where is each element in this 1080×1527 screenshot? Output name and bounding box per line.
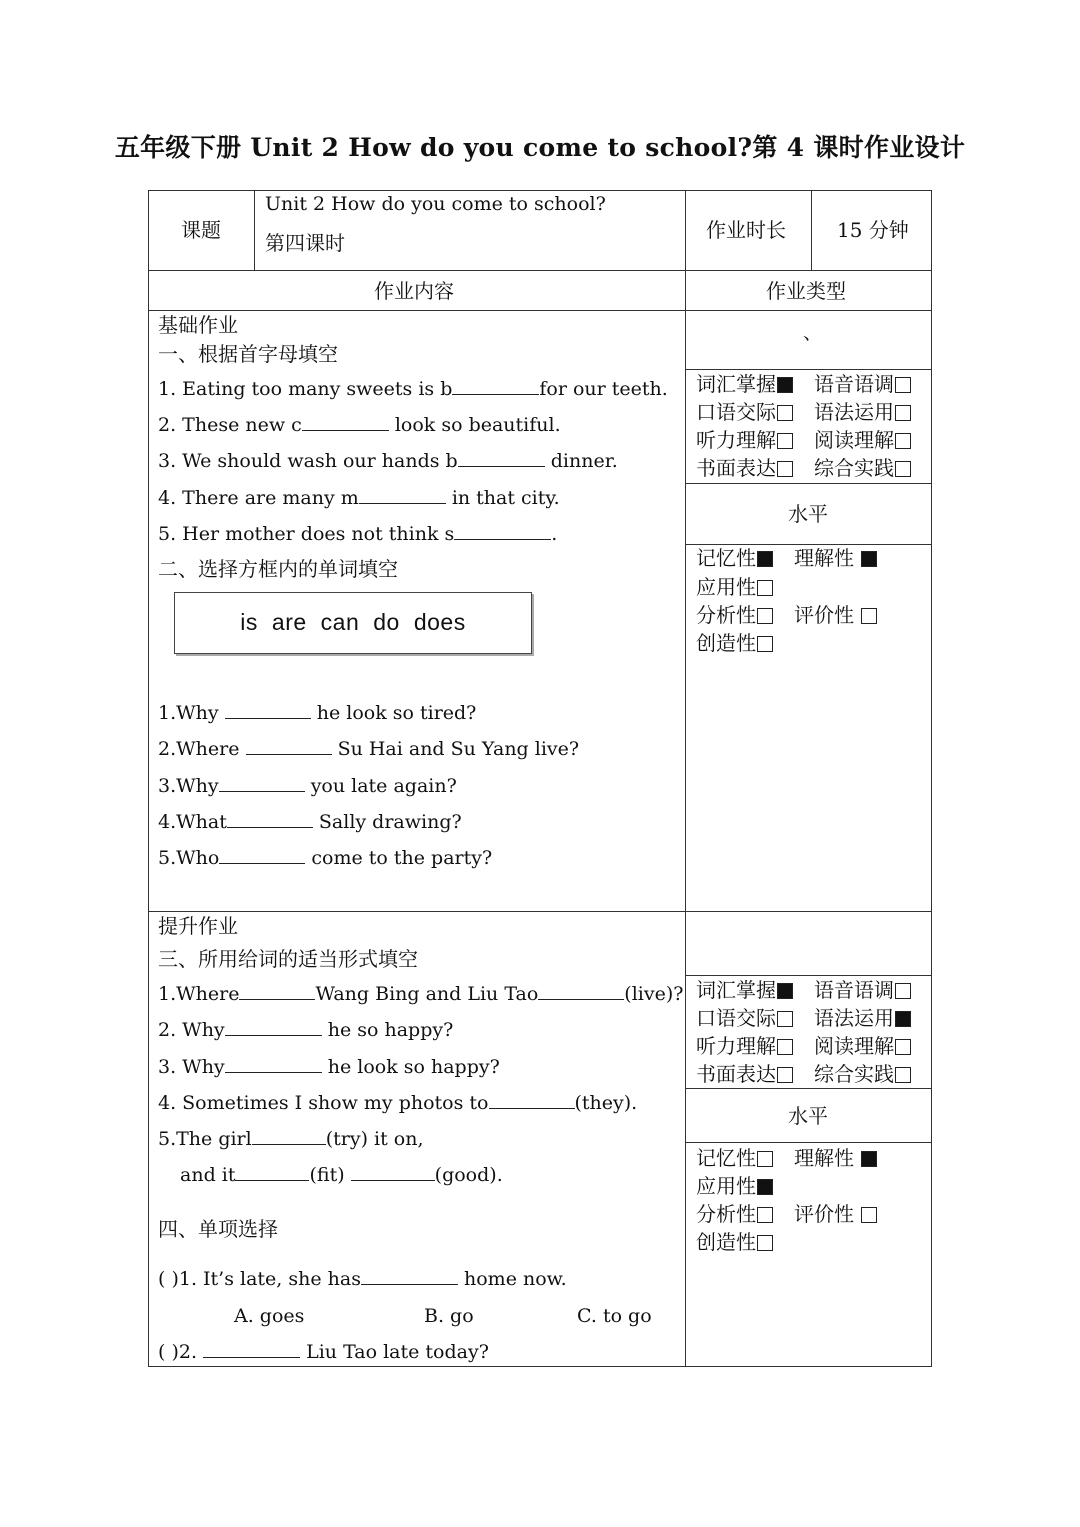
level-analysis: 分析性 bbox=[696, 603, 773, 627]
mc1-option-c: C. to go bbox=[577, 1305, 652, 1327]
part1-item-5: 5. Her mother does not think s . bbox=[158, 523, 558, 545]
type-pronunciation: 语音语调 bbox=[814, 372, 911, 396]
mc-question-1: ( )1. It’s late, she has home now. bbox=[158, 1268, 567, 1290]
part3-item-5-cont: and it (fit) (good). bbox=[180, 1164, 503, 1186]
part1-item-2: 2. These new c look so beautiful. bbox=[158, 414, 561, 436]
topic-line1: Unit 2 How do you come to school? bbox=[265, 193, 606, 215]
adv-level-analysis: 分析性 bbox=[696, 1202, 773, 1226]
adv-type-vocab: 词汇掌握 bbox=[696, 978, 793, 1002]
part4-title: 四、单项选择 bbox=[158, 1217, 278, 1241]
word-option: does bbox=[413, 609, 466, 635]
adv-type-writing: 书面表达 bbox=[696, 1062, 793, 1086]
word-option: do bbox=[373, 609, 400, 635]
advanced-heading: 提升作业 bbox=[158, 914, 238, 938]
type-writing: 书面表达 bbox=[696, 456, 793, 480]
part2-title: 二、选择方框内的单词填空 bbox=[158, 557, 398, 581]
word-option: are bbox=[271, 609, 307, 635]
adv-level-application: 应用性 bbox=[696, 1174, 773, 1198]
basic-heading: 基础作业 bbox=[158, 313, 238, 337]
mc1-option-b: B. go bbox=[424, 1305, 474, 1327]
word-box bbox=[174, 592, 532, 654]
type-mark: 、 bbox=[803, 322, 823, 344]
adv-level-understanding: 理解性 bbox=[794, 1146, 877, 1170]
type-header: 作业类型 bbox=[766, 279, 846, 303]
adv-type-grammar: 语法运用 bbox=[814, 1006, 911, 1030]
part2-item-5: 5.Who come to the party? bbox=[158, 847, 493, 869]
adv-level-memory: 记忆性 bbox=[696, 1146, 773, 1170]
topic-line2: 第四课时 bbox=[265, 231, 345, 255]
mc1-option-a: A. goes bbox=[234, 1305, 305, 1327]
type-grammar: 语法运用 bbox=[814, 400, 911, 424]
adv-level-label: 水平 bbox=[788, 1104, 828, 1128]
topic-label: 课题 bbox=[181, 218, 221, 242]
part3-item-5: 5.The girl (try) it on, bbox=[158, 1128, 424, 1150]
adv-type-reading: 阅读理解 bbox=[814, 1034, 911, 1058]
part3-item-1: 1.Where Wang Bing and Liu Tao (live)? bbox=[158, 983, 684, 1005]
part1-item-3: 3. We should wash our hands b dinner. bbox=[158, 450, 618, 472]
word-option: is bbox=[240, 609, 258, 635]
part3-item-3: 3. Why he look so happy? bbox=[158, 1056, 500, 1078]
part2-item-2: 2.Where Su Hai and Su Yang live? bbox=[158, 738, 580, 760]
part3-title: 三、所用给词的适当形式填空 bbox=[158, 947, 418, 971]
part3-item-4: 4. Sometimes I show my photos to (they). bbox=[158, 1092, 638, 1114]
mc-question-2: ( )2. Liu Tao late today? bbox=[158, 1341, 489, 1363]
level-application: 应用性 bbox=[696, 575, 773, 599]
duration-value: 15 分钟 bbox=[837, 218, 909, 242]
type-speaking: 口语交际 bbox=[696, 400, 793, 424]
part1-item-1: 1. Eating too many sweets is b for our teeth. bbox=[158, 378, 668, 400]
level-memory: 记忆性 bbox=[696, 546, 773, 570]
content-header: 作业内容 bbox=[374, 279, 454, 303]
level-creativity: 创造性 bbox=[696, 631, 773, 655]
part2-item-1: 1.Why he look so tired? bbox=[158, 702, 477, 724]
word-option: can bbox=[320, 609, 360, 635]
part1-item-4: 4. There are many m in that city. bbox=[158, 487, 560, 509]
level-understanding: 理解性 bbox=[794, 546, 877, 570]
adv-type-speaking: 口语交际 bbox=[696, 1006, 793, 1030]
part2-item-4: 4.What Sally drawing? bbox=[158, 811, 462, 833]
part2-item-3: 3.Why you late again? bbox=[158, 775, 457, 797]
level-label: 水平 bbox=[788, 502, 828, 526]
type-reading: 阅读理解 bbox=[814, 428, 911, 452]
adv-level-creativity: 创造性 bbox=[696, 1230, 773, 1254]
page-title: 五年级下册 Unit 2 How do you come to school?第 4 课时作业设计 bbox=[114, 133, 966, 162]
adv-type-listening: 听力理解 bbox=[696, 1034, 793, 1058]
adv-type-pronunciation: 语音语调 bbox=[814, 978, 911, 1002]
part1-title: 一、根据首字母填空 bbox=[158, 342, 338, 366]
type-vocab: 词汇掌握 bbox=[696, 372, 793, 396]
level-evaluation: 评价性 bbox=[794, 603, 877, 627]
adv-type-practice: 综合实践 bbox=[814, 1062, 911, 1086]
duration-label: 作业时长 bbox=[706, 218, 786, 242]
type-listening: 听力理解 bbox=[696, 428, 793, 452]
type-practice: 综合实践 bbox=[814, 456, 911, 480]
part3-item-2: 2. Why he so happy? bbox=[158, 1019, 454, 1041]
adv-level-evaluation: 评价性 bbox=[794, 1202, 877, 1226]
